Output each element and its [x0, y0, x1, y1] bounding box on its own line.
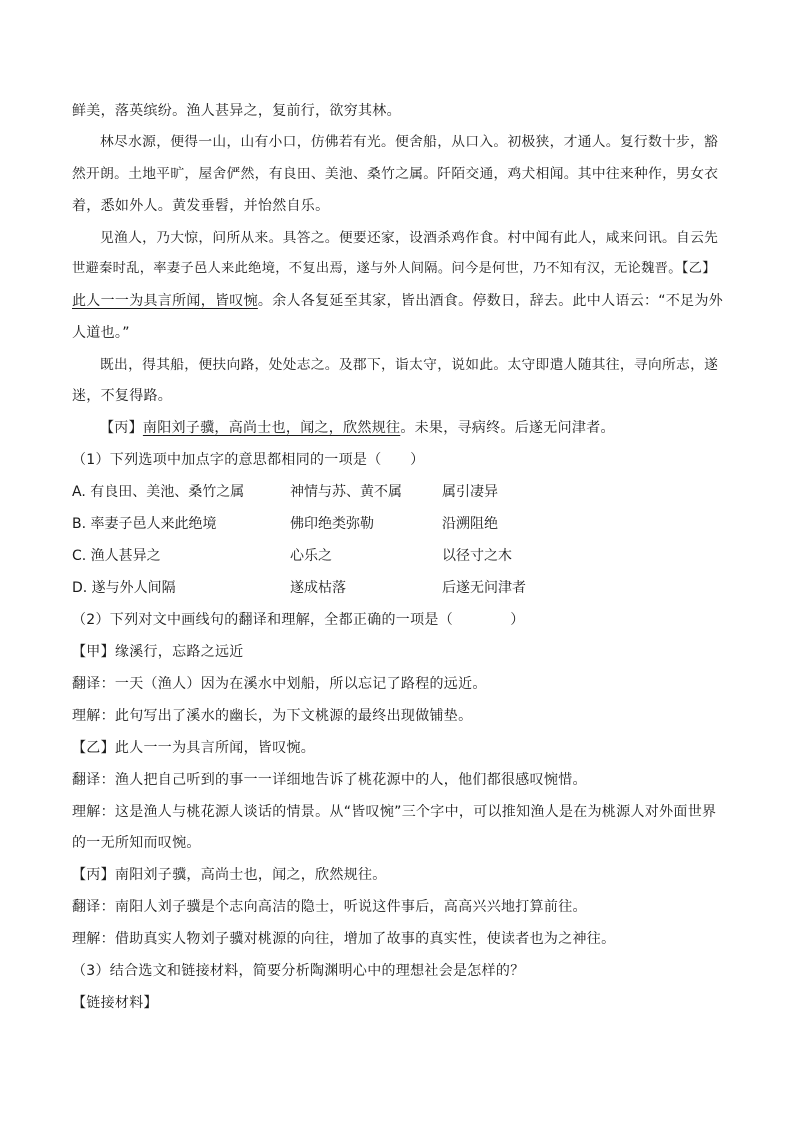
option-a-col1: A. 有良田、美池、桑竹之属	[72, 484, 245, 500]
item-jia-understanding: 理解：此句写出了溪水的幽长，为下文桃源的最终出现做铺垫。	[72, 708, 473, 724]
link-material-heading: 【链接材料】	[72, 995, 158, 1011]
passage-line: 着，悉如外人。黄发垂髫，并怡然自乐。	[72, 198, 330, 214]
option-a-col2: 神情与苏、黄不属	[290, 484, 402, 500]
item-yi-translation: 翻译：渔人把自己听到的事一一详细地告诉了桃花源中的人，他们都很感叹惋惜。	[72, 772, 587, 788]
item-jia-translation: 翻译：一天（渔人）因为在溪水中划船，所以忘记了路程的远近。	[72, 676, 487, 692]
item-bing-understanding: 理解：借助真实人物刘子骥对桃源的向往，增加了故事的真实性，使读者也为之神往。	[72, 931, 616, 947]
option-d-col2: 遂成枯落	[290, 580, 346, 596]
item-bing-translation: 翻译：南阳人刘子骥是个志向高洁的隐士，听说这件事后，高高兴兴地打算前往。	[72, 899, 587, 915]
section-marker-bing: 【丙】	[100, 420, 143, 436]
question-2-stem: （2）下列对文中画线句的翻译和理解，全都正确的一项是（ ）	[72, 612, 525, 628]
passage-line: 见渔人，乃大惊，问所从来。具答之。便要还家，设酒杀鸡作食。村中闻有此人，咸来问讯。自云先	[100, 230, 719, 246]
passage-line: 人道也。”	[72, 325, 130, 341]
passage-text: 。未果，寻病终。后遂无问津者。	[400, 420, 615, 436]
underlined-sentence-yi: 此人一一为具言所闻，皆叹惋	[72, 293, 258, 309]
option-c-col3: 以径寸之木	[442, 548, 512, 564]
option-c-col1: C. 渔人甚异之	[72, 548, 161, 564]
passage-line	[72, 291, 724, 311]
question-3-stem: （3）结合选文和链接材料，简要分析陶渊明心中的理想社会是怎样的？	[72, 963, 525, 979]
option-d-col1: D. 遂与外人间隔	[72, 580, 176, 596]
item-jia-sentence: 【甲】缘溪行，忘路之远近	[72, 644, 244, 660]
option-a-col3: 属引凄异	[442, 484, 498, 500]
passage-text: 。余人各复延至其家，皆出酒食。停数日，辞去。此中人语云：“不足为外	[257, 293, 724, 309]
option-c-col2: 心乐之	[290, 548, 332, 564]
option-d-col3: 后遂无问津者	[442, 580, 526, 596]
passage-line: 世避秦时乱，率妻子邑人来此绝境，不复出焉，遂与外人间隔。问今是何世，乃不知有汉，无论魏晋。【乙】	[72, 261, 716, 276]
option-b-col3: 沿溯阻绝	[442, 516, 498, 532]
passage-line: 然开朗。土地平旷，屋舍俨然，有良田、美池、桑竹之属。阡陌交通，鸡犬相闻。其中往来种作，男女衣	[72, 166, 719, 182]
item-yi-sentence: 【乙】此人一一为具言所闻，皆叹惋。	[72, 740, 316, 756]
passage-line: 林尽水源，便得一山，山有小口，仿佛若有光。便舍船，从口入。初极狭，才通人。复行数十步，豁	[100, 134, 719, 150]
passage-line: 鲜美，落英缤纷。渔人甚异之，复前行，欲穷其林。	[72, 103, 401, 119]
item-yi-understanding-cont: 的一无所知而叹惋。	[72, 835, 201, 851]
question-1-stem: （1）下列选项中加点字的意思都相同的一项是（ ）	[72, 452, 425, 468]
item-yi-understanding: 理解：这是渔人与桃花源人谈话的情景。从“皆叹惋”三个字中，可以推知渔人是在为桃源人对外面世界	[72, 804, 717, 820]
underlined-sentence-bing: 南阳刘子骥，高尚士也，闻之，欣然规往	[142, 420, 401, 436]
option-b-col1: B. 率妻子邑人来此绝境	[72, 516, 217, 532]
option-b-col2: 佛印绝类弥勒	[290, 516, 374, 532]
passage-line	[100, 418, 724, 438]
item-bing-sentence: 【丙】南阳刘子骥，高尚士也，闻之，欣然规往。	[72, 867, 387, 883]
passage-line: 迷，不复得路。	[72, 388, 173, 404]
passage-line: 既出，得其船，便扶向路，处处志之。及郡下，诣太守，说如此。太守即遣人随其往，寻向所志，遂	[100, 357, 719, 373]
